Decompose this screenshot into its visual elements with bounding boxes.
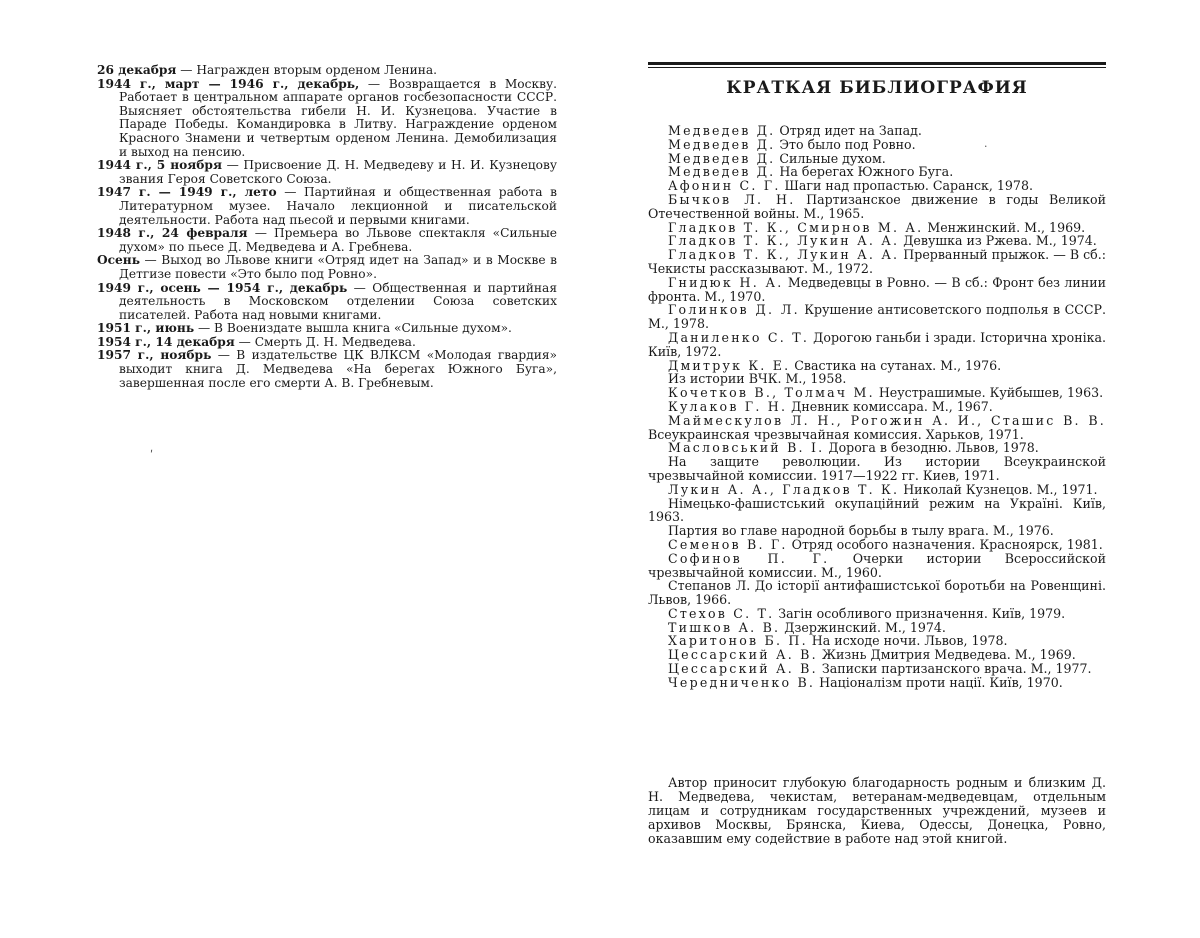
chronology-text: — Возвращается в Москву. Работает в центральном аппарате органов госбезопасности СССР. Выясняет обстоятельства гибели Н. И. Кузнецова. Участие в Параде Победы. Командировка в Литву. Награждение орденом Красного Знамени и четвертым орденом Ленина. Демобилизация и выход на пенсию. [119,76,557,159]
bibliography-author: Гладков Т. К., Лукин А. А. [668,233,900,249]
bibliography-entry [648,234,1106,248]
bibliography-author: Чередниченко В. [668,674,816,690]
bibliography-entry [648,400,1106,414]
chronology-date: 26 декабря [97,63,177,77]
bibliography-text: Отряд особого назначения. Красноярск, 1981. [787,536,1103,552]
bibliography-title: КРАТКАЯ БИБЛИОГРАФИЯ [726,78,1028,98]
bibliography-text: Сильные духом. [775,150,886,166]
bibliography-text: Дорога в безодню. Львов, 1978. [824,440,1039,456]
bibliography-list [648,124,1106,690]
bibliography-author: Цессарский А. В. [668,647,818,663]
bibliography-text: Німецько-фашистський окупаційний режим на Україні. Київ, 1963. [648,495,1106,525]
bibliography-text: Партизанское движение в годы Великой Отечественной войны. М., 1965. [648,191,1106,221]
bibliography-entry [648,662,1106,676]
bibliography-text: Крушение антисоветского подполья в СССР. М., 1978. [648,302,1107,332]
bibliography-entry [648,414,1106,442]
bibliography-text: Степанов Л. До історії антифашистської боротьби на Ровенщині. Львов, 1966. [648,578,1106,608]
bibliography-entry [648,386,1106,400]
chronology-date: 1949 г., осень — 1954 г., декабрь [97,280,348,295]
bibliography-entry [648,152,1106,166]
bibliography-text: Жизнь Дмитрия Медведева. М., 1969. [817,647,1076,663]
bibliography-text: Менжинский. М., 1969. [923,219,1086,235]
chronology-text: — Премьера во Львове спектакля «Сильные духом» по пьесе Д. Медведева и А. Гребнева. [119,226,557,254]
bibliography-entry [648,524,1106,538]
bibliography-author: Стехов С. Т. [668,605,775,621]
bibliography-author: Лукин А. А., Гладков Т. К. [668,481,900,497]
bibliography-entry [648,276,1106,304]
bibliography-entry [648,648,1106,662]
bibliography-text: Отряд идет на Запад. [775,123,922,138]
bibliography-entry [648,455,1106,483]
bibliography-author: Гладков Т. К., Лукин А. А. [668,247,900,263]
bibliography-author: Софинов П. Г. [668,550,830,566]
chronology-text: — Смерть Д. Н. Медведева. [234,334,416,349]
bibliography-author: Гладков Т. К., Смирнов М. А. [668,219,924,235]
bibliography-text: Дневник комиссара. М., 1967. [787,398,993,414]
bibliography-author: Медведев Д. [668,136,776,152]
bibliography-entry [648,138,1106,152]
bibliography-entry [648,497,1106,525]
bibliography-author: Цессарский А. В. [668,661,818,677]
chronology-entry [97,78,557,160]
chronology-date: 1947 г. — 1949 г., лето [97,185,277,200]
bibliography-author: Маймескулов Л. Н., Рогожин А. И., Сташис В. В. [668,412,1106,428]
chronology-entry [97,336,557,350]
bibliography-author: Бычков Л. Н. [668,191,796,207]
bibliography-text: Партия во главе народной борьбы в тылу врага. М., 1976. [668,523,1054,539]
bibliography-author: Семенов В. Г. [668,536,788,552]
bibliography-text: Свастика на сутанах. М., 1976. [790,357,1002,373]
bibliography-entry [648,248,1106,276]
bibliography-entry [648,579,1106,607]
chronology-text: — Присвоение Д. Н. Медведеву и Н. И. Кузнецову звания Героя Советского Союза. [119,158,557,186]
bibliography-entry [648,359,1106,373]
bibliography-author: Тишков А. В. [668,619,781,635]
bibliography-text: На защите революции. Из истории Всеукраинской чрезвычайной комиссии. 1917—1922 гг. Киев, 1971. [648,454,1106,483]
chronology-text: — В издательстве ЦК ВЛКСМ «Молодая гвардия» выходит книга Д. Медведева «На берегах Южного Буга», завершенная после его смерти А. В. Гребневым. [119,348,557,390]
bibliography-text: Медведевцы в Ровно. — В сб.: Фронт без линии фронта. М., 1970. [648,274,1106,304]
bibliography-entry [648,538,1106,552]
bibliography-text: Загін особливого призначення. Київ, 1979. [774,605,1066,621]
bibliography-author: Медведев Д. [668,123,776,138]
bibliography-author: Харитонов Б. П. [668,633,808,649]
chronology-date: 1954 г., 14 декабря [97,334,235,349]
bibliography-entry [648,331,1106,359]
chronology-date: 1944 г., 5 ноября [97,158,222,173]
chronology-text: — Партийная и общественная работа в Литературном музее. Начало лекционной и писательской деятельности. Работа над пьесой и первыми книгами. [119,185,557,227]
bibliography-text: Николай Кузнецов. М., 1971. [899,481,1098,497]
bibliography-entry [648,552,1106,580]
chronology-list [97,64,557,390]
bibliography-text: Записки партизанского врача. М., 1977. [817,661,1092,677]
bibliography-text: Дорогою ганьби і зради. Історична хроніка. Київ, 1972. [648,329,1107,359]
bibliography-author: Медведев Д. [668,164,776,180]
bibliography-author: Кулаков Г. Н. [668,398,788,414]
bibliography-entry [648,124,1106,138]
bibliography-author: Афонин С. Г. [668,178,781,194]
bibliography-entry [648,165,1106,179]
bibliography-entry [648,676,1106,690]
chronology-entry [97,349,557,390]
chronology-text: — Выход во Львове книги «Отряд идет на Запад» и в Москве в Детгизе повести «Это было под Ровно». [119,253,557,281]
bibliography-author: Масловський В. І. [668,440,825,456]
bibliography-entry [648,372,1106,386]
bibliography-author: Голинков Д. Л. [668,302,800,318]
bibliography-text: Шаги над пропастью. Саранск, 1978. [780,178,1033,194]
bibliography-entry [648,303,1106,331]
bibliography-entry [648,441,1106,455]
bibliography-author: Кочетков В., Толмач М. [668,385,875,401]
bibliography-text: Дзержинский. М., 1974. [780,619,946,635]
bibliography-text: Всеукраинская чрезвычайная комиссия. Харьков, 1971. [648,426,1024,442]
chronology-date: 1951 г., июнь [97,321,195,336]
chronology-text: — В Воениздате вышла книга «Сильные духом». [194,321,512,336]
bibliography-text: Неустрашимые. Куйбышев, 1963. [874,385,1104,401]
top-rule [648,62,1106,65]
bibliography-entry [648,607,1106,621]
chronology-entry [97,64,557,78]
bibliography-text: Девушка из Ржева. М., 1974. [899,233,1097,249]
bibliography-author: Даниленко С. Т. [668,329,810,345]
chronology-entry [97,227,557,254]
bibliography-entry [648,221,1106,235]
bibliography-text: Из истории ВЧК. М., 1958. [668,371,847,387]
bibliography-author: Дмитрук К. Е. [668,357,791,373]
bibliography-author: Гнидюк Н. А. [668,274,784,290]
chronology-date: Осень [97,253,140,268]
bibliography-text: На исходе ночи. Львов, 1978. [807,633,1008,649]
chronology-date: 1948 г., 24 февраля [97,226,248,241]
chronology-date: 1944 г., март — 1946 г., декабрь, [97,76,360,91]
stray-mark: ʹ [150,449,154,462]
bibliography-entry [648,634,1106,648]
top-rule-thin [648,67,1106,68]
acknowledgement: Автор приносит глубокую благодарность родным и близким Д. Н. Медведева, чекистам, ветеранам-медведевцам, отдельным лицам и сотрудникам государственных учреждений, музеев и архивов Москвы, Брянска, Киева, Одессы, Донецка, Ровно, оказавшим ему содействие в работе над этой книгой. [648,775,1106,846]
stray-dot: · [984,140,988,153]
bibliography-text: Націоналізм проти нації. Київ, 1970. [815,674,1063,690]
chronology-entry [97,186,557,227]
bibliography-text: Прерванный прыжок. — В сб.: Чекисты рассказывают. М., 1972. [648,247,1106,276]
chronology-text: — Общественная и партийная деятельность в Московском отделении Союза советских писателей. Работа над новыми книгами. [119,280,558,322]
bibliography-text: Очерки истории Всероссийской чрезвычайной комиссии. М., 1960. [648,550,1106,580]
bibliography-entry [648,179,1106,193]
chronology-entry [97,282,557,323]
chronology-entry [97,254,557,281]
chronology-entry [97,322,557,336]
chronology-entry [97,159,557,186]
chronology-date: 1957 г., ноябрь [97,348,212,363]
bibliography-entry [648,621,1106,635]
bibliography-author: Медведев Д. [668,150,776,166]
bibliography-text: На берегах Южного Буга. [775,164,954,180]
bibliography-entry [648,483,1106,497]
chronology-text: — Награжден вторым орденом Ленина. [176,63,438,77]
bibliography-text: Это было под Ровно. [775,136,916,152]
bibliography-entry [648,193,1106,221]
